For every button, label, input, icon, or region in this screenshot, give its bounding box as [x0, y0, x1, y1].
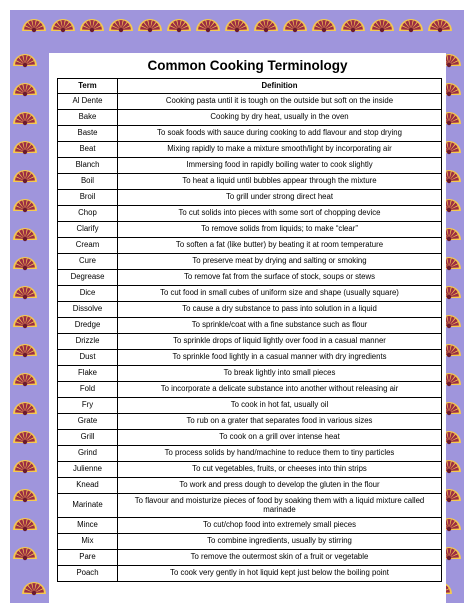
sunburst-tile-icon [283, 19, 307, 32]
table-row [58, 446, 442, 462]
table-row [58, 206, 442, 222]
term-cell: Dust [58, 350, 118, 366]
definition-cell: To preserve meat by drying and salting or smoking [118, 254, 442, 270]
decorative-border [10, 10, 464, 603]
table-row [58, 254, 442, 270]
sunburst-tile-icon [13, 547, 37, 560]
sunburst-tile-icon [341, 19, 365, 32]
table-row [58, 350, 442, 366]
term-cell: Chop [58, 206, 118, 222]
term-cell: Flake [58, 366, 118, 382]
sunburst-tile-icon [13, 54, 37, 67]
term-cell: Fry [58, 398, 118, 414]
definition-cell: To combine ingredients, usually by stirring [118, 534, 442, 550]
definition-cell: To soften a fat (like butter) by beating it at room temperature [118, 238, 442, 254]
definition-cell: To cook in hot fat, usually oil [118, 398, 442, 414]
table-row [58, 238, 442, 254]
table-row [58, 126, 442, 142]
sunburst-tile-icon [51, 19, 75, 32]
sunburst-tile-icon [13, 315, 37, 328]
term-cell: Drizzle [58, 334, 118, 350]
definition-cell: To flavour and moisturize pieces of food by soaking them with a liquid mixture called marinade [118, 494, 442, 518]
definition-cell: Cooking pasta until it is tough on the outside but soft on the inside [118, 94, 442, 110]
definition-cell: To cut food in small cubes of uniform size and shape (usually square) [118, 286, 442, 302]
definition-cell: To sprinkle/coat with a fine substance such as flour [118, 318, 442, 334]
term-cell: Baste [58, 126, 118, 142]
definition-cell: Cooking by dry heat, usually in the oven [118, 110, 442, 126]
definition-cell: To work and press dough to develop the gluten in the flour [118, 478, 442, 494]
sunburst-tile-icon [22, 582, 46, 595]
table-row [58, 366, 442, 382]
sunburst-tile-icon [13, 112, 37, 125]
page-title: Common Cooking Terminology [147, 58, 348, 73]
sunburst-tile-icon [13, 170, 37, 183]
content-sheet [49, 53, 446, 608]
term-cell: Marinate [58, 494, 118, 518]
table-row [58, 566, 442, 582]
term-cell: Fold [58, 382, 118, 398]
definition-cell: To cut solids into pieces with some sort of chopping device [118, 206, 442, 222]
definition-cell: Immersing food in rapidly boiling water to cook slightly [118, 158, 442, 174]
sunburst-tile-icon [167, 19, 191, 32]
term-cell: Poach [58, 566, 118, 582]
sunburst-tile-icon [13, 83, 37, 96]
table-row [58, 286, 442, 302]
table-row [58, 478, 442, 494]
sunburst-tile-icon [138, 19, 162, 32]
table-row [58, 462, 442, 478]
sunburst-tile-icon [13, 402, 37, 415]
term-cell: Cure [58, 254, 118, 270]
terminology-table [57, 78, 442, 582]
term-cell: Broil [58, 190, 118, 206]
table-row [58, 494, 442, 518]
definition-cell: To cook very gently in hot liquid kept just below the boiling point [118, 566, 442, 582]
definition-cell: To heat a liquid until bubbles appear through the mixture [118, 174, 442, 190]
definition-column-header: Definition [118, 79, 442, 94]
definition-cell: To grill under strong direct heat [118, 190, 442, 206]
term-cell: Grind [58, 446, 118, 462]
definition-cell: To process solids by hand/machine to reduce them to tiny particles [118, 446, 442, 462]
sunburst-tile-icon [13, 286, 37, 299]
term-cell: Dredge [58, 318, 118, 334]
definition-cell: To soak foods with sauce during cooking to add flavour and stop drying [118, 126, 442, 142]
term-cell: Beat [58, 142, 118, 158]
definition-cell: To cook on a grill over intense heat [118, 430, 442, 446]
term-cell: Knead [58, 478, 118, 494]
term-cell: Cream [58, 238, 118, 254]
table-header-row [58, 79, 442, 94]
sunburst-tile-icon [13, 373, 37, 386]
term-cell: Grill [58, 430, 118, 446]
term-cell: Boil [58, 174, 118, 190]
definition-cell: To sprinkle drops of liquid lightly over food in a casual manner [118, 334, 442, 350]
sunburst-tile-icon [13, 431, 37, 444]
sunburst-tile-icon [13, 489, 37, 502]
table-row [58, 518, 442, 534]
sunburst-tile-icon [428, 19, 452, 32]
sunburst-tile-icon [399, 19, 423, 32]
sunburst-tile-icon [254, 19, 278, 32]
table-row [58, 534, 442, 550]
term-cell: Grate [58, 414, 118, 430]
definition-cell: To cut vegetables, fruits, or cheeses into thin strips [118, 462, 442, 478]
term-column-header: Term [58, 79, 118, 94]
table-row [58, 270, 442, 286]
sunburst-tile-icon [13, 344, 37, 357]
definition-cell: Mixing rapidly to make a mixture smooth/light by incorporating air [118, 142, 442, 158]
sunburst-tile-icon [13, 141, 37, 154]
definition-cell: To remove fat from the surface of stock, soups or stews [118, 270, 442, 286]
table-row [58, 318, 442, 334]
term-cell: Degrease [58, 270, 118, 286]
sunburst-tile-icon [225, 19, 249, 32]
term-cell: Clarify [58, 222, 118, 238]
definition-cell: To sprinkle food lightly in a casual manner with dry ingredients [118, 350, 442, 366]
sunburst-tile-icon [13, 460, 37, 473]
sunburst-tile-icon [370, 19, 394, 32]
sunburst-tile-icon [13, 518, 37, 531]
table-row [58, 302, 442, 318]
definition-cell: To incorporate a delicate substance into another without releasing air [118, 382, 442, 398]
sunburst-tile-icon [312, 19, 336, 32]
definition-cell: To rub on a grater that separates food in various sizes [118, 414, 442, 430]
sunburst-tile-icon [13, 199, 37, 212]
table-row [58, 398, 442, 414]
table-row [58, 382, 442, 398]
term-cell: Pare [58, 550, 118, 566]
term-cell: Mince [58, 518, 118, 534]
table-row [58, 142, 442, 158]
term-cell: Dissolve [58, 302, 118, 318]
definition-cell: To cut/chop food into extremely small pieces [118, 518, 442, 534]
term-cell: Julienne [58, 462, 118, 478]
term-cell: Blanch [58, 158, 118, 174]
table-row [58, 550, 442, 566]
table-row [58, 414, 442, 430]
table-row [58, 158, 442, 174]
sunburst-tile-icon [80, 19, 104, 32]
table-row [58, 174, 442, 190]
table-row [58, 334, 442, 350]
sunburst-tile-icon [22, 19, 46, 32]
sunburst-tile-icon [13, 228, 37, 241]
definition-cell: To remove the outermost skin of a fruit or vegetable [118, 550, 442, 566]
definition-cell: To remove solids from liquids; to make “clear” [118, 222, 442, 238]
table-row [58, 110, 442, 126]
sunburst-tile-icon [109, 19, 133, 32]
definition-cell: To break lightly into small pieces [118, 366, 442, 382]
term-cell: Dice [58, 286, 118, 302]
table-row [58, 190, 442, 206]
term-cell: Al Dente [58, 94, 118, 110]
definition-cell: To cause a dry substance to pass into solution in a liquid [118, 302, 442, 318]
table-row [58, 222, 442, 238]
sunburst-tile-icon [196, 19, 220, 32]
term-cell: Mix [58, 534, 118, 550]
table-row [58, 94, 442, 110]
term-cell: Bake [58, 110, 118, 126]
table-row [58, 430, 442, 446]
sunburst-tile-icon [13, 257, 37, 270]
